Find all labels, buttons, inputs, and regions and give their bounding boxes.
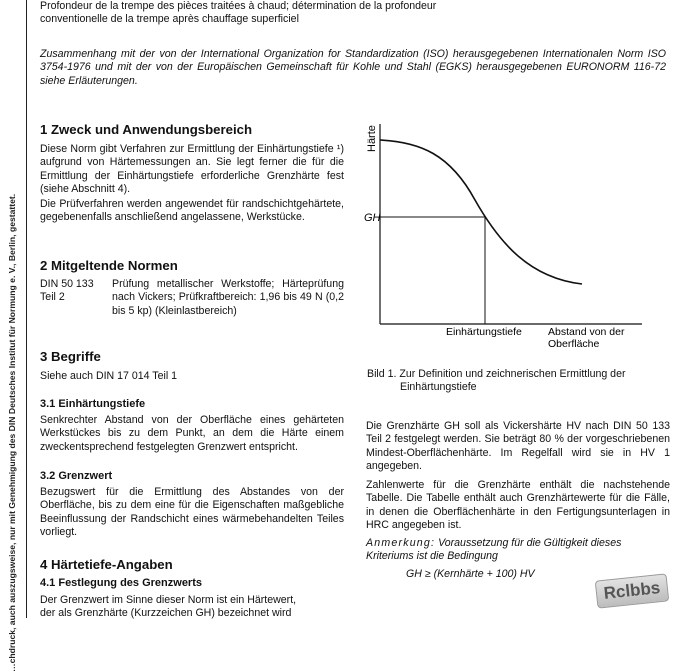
gh-label: GH [364,212,381,224]
french-title [40,0,640,26]
section-3-2-text: Bezugswert für die Ermittlung des Abstandes von der Oberfläche, bis zu dem eine für die Eigenschaften maßgebliche Beeinflussung der Randschicht eines wärmebehandelten Teiles vorliegt. [40,486,344,539]
watermark-stamp: Rclbbs [595,573,670,608]
right-paragraph-1: Die Grenzhärte GH soll als Vickershärte HV nach DIN 50 133 Teil 2 festgelegt werden. Sie beträgt 80 % der vorgeschriebenen Mindest-Oberflächenhärte. Im Regelfall wird sie in HV 1 angegeben. [366,420,670,473]
left-margin-rule [26,0,27,618]
french-title-line2: conventionelle de la trempe après chauffage superficiel [40,13,299,25]
section-4-1-heading: 4.1 Festlegung des Grenzwerts [40,577,202,589]
right-paragraph-2: Zahlenwerte für die Grenzhärte enthält die nachstehende Tabelle. Die Tabelle enthält auch Grenzhärtewerte für die Fälle, in denen die Oberflächenhärte in den Fertigungsunterlagen in HRC angegeben ist. [366,479,670,532]
section-2-heading: 2 Mitgeltende Normen [40,258,178,273]
section-4-heading: 4 Härtetiefe-Angaben [40,557,173,572]
section-4-1-text-line2: der als Grenzhärte (Kurzzeichen GH) bezeichnet wird [40,607,292,620]
x-axis-label-line1: Abstand von der [548,326,625,338]
section-1-paragraph-1: Diese Norm gibt Verfahren zur Ermittlung der Einhärtungstiefe ¹) aufgrund von Härtemessungen an. Sie legt ferner die für die Ermittlung der Einhärtungstiefe erforderliche Grenzhärte fest (siehe Abschnitt 4). [40,143,344,196]
reference-description: Prüfung metallischer Werkstoffe; Härteprüfung nach Vickers; Prüfkraftbereich: 1,96 bis 49 N (0,2 bis 5 kp) (Kleinlastbereich) [112,278,344,317]
normative-reference-row [40,278,344,318]
copyright-sidebar: …chdruck, auch auszugsweise, nur mit Genehmigung des DIN Deutsches Institut für Normung e. V., Berlin, gestattet. [7,193,17,672]
note-text: Voraussetzung für die Gültigkeit dieses Kriteriums ist die Bedingung [366,537,622,563]
section-1-heading: 1 Zweck und Anwendungsbereich [40,122,253,137]
condition-formula: GH ≥ (Kernhärte + 100) HV [406,568,535,580]
hardness-curve [380,140,582,284]
hardness-depth-figure [360,118,670,358]
x-marker-label: Einhärtungstiefe [446,326,522,338]
section-3-text: Siehe auch DIN 17 014 Teil 1 [40,370,178,382]
section-3-1-text: Senkrechter Abstand von der Oberfläche eines gehärteten Werkstückes bis zu dem Punkt, an dem die Härte einem zweckentsprechend festgelegten Grenzwert entspricht. [40,414,344,453]
figure-caption-line2: Einhärtungstiefe [400,381,477,394]
note-label: Anmerkung: [366,537,436,549]
reference-number: DIN 50 133 Teil 2 [40,278,94,304]
section-1-paragraph-2: Die Prüfverfahren werden angewendet für randschichtgehärtete, gegebenenfalls anschließend angelassene, Werkstücke. [40,198,344,224]
section-4-1-text-line1: Der Grenzwert im Sinne dieser Norm ist ein Härtewert, [40,594,297,606]
french-title-line1: Profondeur de la trempe des pièces traitées à chaud; détermination de la profondeur [40,0,437,12]
figure-caption [367,368,667,395]
figure-caption-line1: Bild 1. Zur Definition und zeichnerischen Ermittlung der [367,368,626,380]
y-axis-label: Härte [366,125,378,152]
iso-relation-note: Zusammenhang mit der von der International Organization for Standardization (ISO) herausgegebenen Internationalen Norm ISO 3754-1976 und mit der von der Europäischen Gemeinschaft für Kohle und Stahl (EGKS) herausgegebenen EURONORM 116-72 siehe Erläuterungen. [40,48,666,87]
section-3-heading: 3 Begriffe [40,349,101,364]
section-3-2-heading: 3.2 Grenzwert [40,470,113,482]
section-3-1-heading: 3.1 Einhärtungstiefe [40,398,146,410]
note [366,537,670,564]
section-4-1-text [40,594,344,621]
x-axis-label-line2: Oberfläche [548,338,600,350]
